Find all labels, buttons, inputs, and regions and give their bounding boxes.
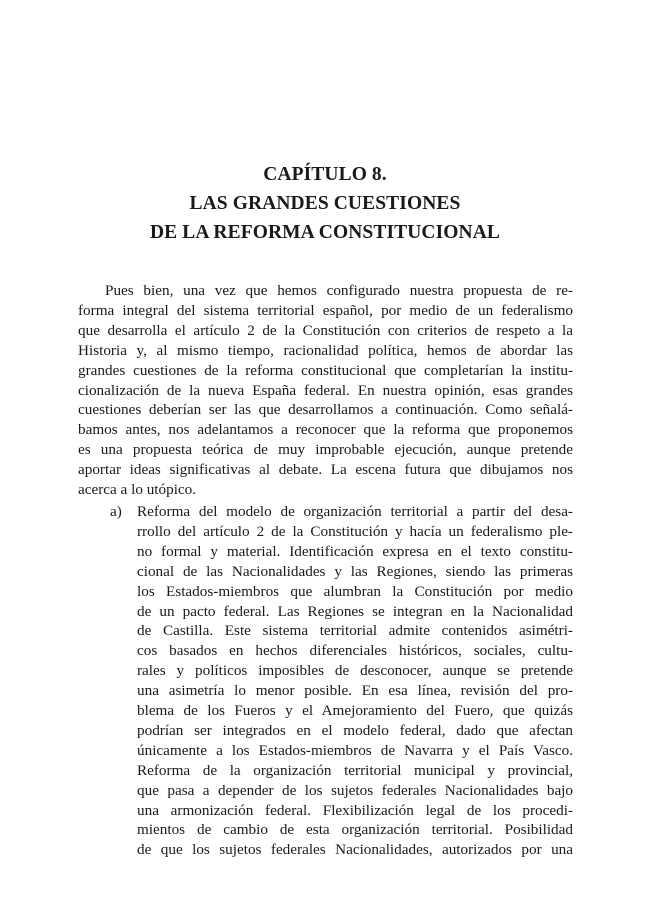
intro-paragraph xyxy=(78,281,573,500)
text-line: bamos antes, nos adelantamos a reconocer que la reforma que proponemos xyxy=(78,421,573,439)
list-text-line: rales y políticos imposibles de desconocer, aunque se pretende xyxy=(137,662,573,680)
list-text-line: podrían ser integrados en el modelo federal, dado que afectan xyxy=(137,721,573,739)
reform-list xyxy=(78,502,573,860)
text-line: cionalización de la nueva España federal. En nuestra opinión, esas grandes xyxy=(78,381,573,399)
list-text-line: una armonización federal. Flexibilización legal de los procedi- xyxy=(137,801,573,819)
body-text xyxy=(78,281,573,860)
list-text-line: que pasa a depender de los sujetos federales Nacionalidades bajo xyxy=(137,781,573,799)
list-text-line: no formal y material. Identificación expresa en el texto constitu- xyxy=(137,542,573,560)
list-text-line: Reforma del modelo de organización territorial a partir del desa- xyxy=(137,502,573,520)
list-text-line: mientos de cambio de esta organización territorial. Posibilidad xyxy=(137,821,573,839)
list-text-line: cos basados en hechos diferenciales históricos, sociales, cultu- xyxy=(137,642,573,660)
list-text-line: de que los sujetos federales Nacionalidades, autorizados por una xyxy=(137,841,573,859)
list-text-line: cional de las Nacionalidades y las Regiones, siendo las primeras xyxy=(137,562,573,580)
chapter-title-line-2: DE LA REFORMA CONSTITUCIONAL xyxy=(149,222,501,243)
chapter-title-line-1: LAS GRANDES CUESTIONES xyxy=(189,193,461,214)
text-line: que desarrolla el artículo 2 de la Constitución con criterios de respeto a la xyxy=(78,321,573,339)
text-line: cuestiones deberían ser las que desarrollamos a continuación. Como señalá- xyxy=(78,401,573,419)
text-line: grandes cuestiones de la reforma constitucional que completarían la institu- xyxy=(78,361,573,379)
text-line: acerca a lo utópico. xyxy=(78,481,197,499)
text-line: Pues bien, una vez que hemos configurado nuestra propuesta de re- xyxy=(105,282,573,299)
list-text-line: únicamente a los Estados-miembros de Navarra y el País Vasco. xyxy=(137,741,573,759)
list-text-line: Reforma de la organización territorial municipal y provincial, xyxy=(137,761,573,779)
text-line: es una propuesta teórica de muy improbable ejecución, aunque pretende xyxy=(78,441,573,459)
list-text-line: de un pacto federal. Las Regiones se integran en la Nacionalidad xyxy=(137,602,573,620)
text-line: aportar ideas significativas al debate. La escena futura que dibujamos nos xyxy=(78,461,573,479)
list-item-a xyxy=(78,502,573,860)
chapter-number: CAPÍTULO 8. xyxy=(263,164,387,185)
list-marker: a) xyxy=(110,502,122,520)
list-text-line: de Castilla. Este sistema territorial admite contenidos asimétri- xyxy=(137,622,573,640)
list-text-line: una asimetría lo menor posible. En esa línea, revisión del pro- xyxy=(137,682,573,700)
text-line: forma integral del sistema territorial español, por medio de un federalismo xyxy=(78,301,573,319)
list-text-line: los Estados-miembros que alumbran la Constitución por medio xyxy=(137,582,573,600)
list-text-line: blema de los Fueros y el Amejoramiento del Fuero, que quizás xyxy=(137,702,573,720)
list-text-line: rrollo del artículo 2 de la Constitución y hacía un federalismo ple- xyxy=(137,522,573,540)
chapter-heading xyxy=(0,160,650,247)
text-line: Historia y, al mismo tiempo, racionalidad política, hemos de abordar las xyxy=(78,341,573,359)
